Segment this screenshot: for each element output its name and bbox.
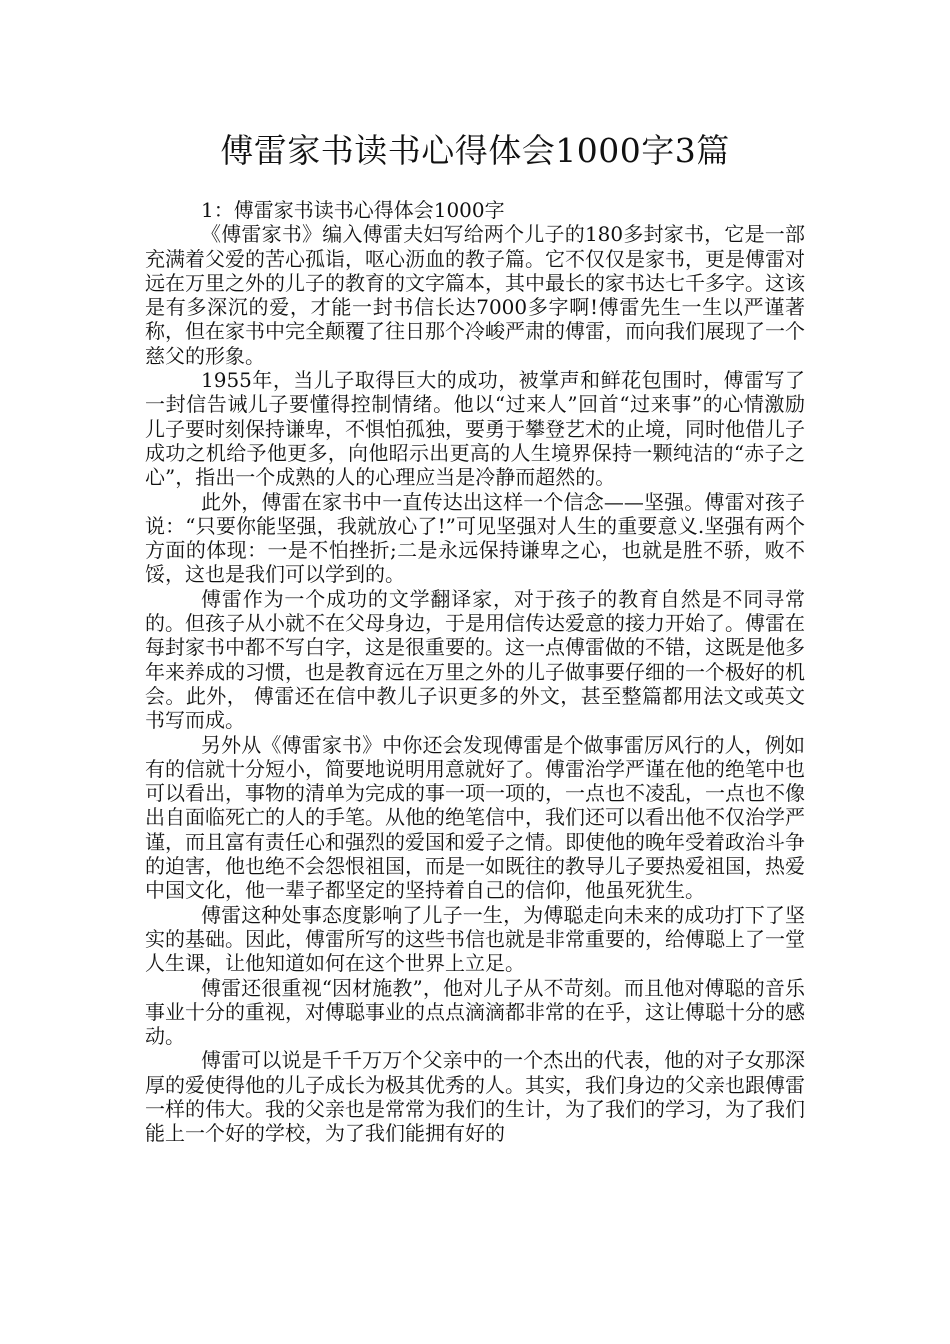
document-body [145,198,805,1146]
section-heading: 1：傅雷家书读书心得体会1000字 [201,198,505,222]
paragraph: 傅雷还很重视“因材施教”，他对儿子从不苛刻。而且他对傅聪的音乐事业十分的重视，对傅聪事业的点点滴滴都非常的在乎，这让傅聪十分的感动。 [145,975,805,1049]
paragraph: 1955年，当儿子取得巨大的成功，被掌声和鲜花包围时，傅雷写了一封信告诫儿子要懂得控制情绪。他以“过来人”回首“过来事”的心情激励儿子要时刻保持谦卑，不惧怕孤独，要勇于攀登艺术的止境，同时他借儿子成功之机给予他更多，向他昭示出更高的人生境界保持一颗纯洁的“赤子之心”，指出一个成熟的人的心理应当是冷静而超然的。 [145,368,805,490]
paragraph: 傅雷可以说是千千万万个父亲中的一个杰出的代表，他的对子女那深厚的爱使得他的儿子成长为极其优秀的人。其实，我们身边的父亲也跟傅雷一样的伟大。我的父亲也是常常为我们的生计，为了我们的学习，为了我们能上一个好的学校，为了我们能拥有好的 [145,1048,805,1146]
paragraph: 此外，傅雷在家书中一直传达出这样一个信念——坚强。傅雷对孩子说：“只要你能坚强，我就放心了!”可见坚强对人生的重要意义.坚强有两个方面的体现：一是不怕挫折;二是永远保持谦卑之心，也就是胜不骄，败不馁，这也是我们可以学到的。 [145,489,805,587]
paragraph: 《傅雷家书》编入傅雷夫妇写给两个儿子的180多封家书，它是一部充满着父爱的苦心孤诣，呕心沥血的教子篇。它不仅仅是家书，更是傅雷对远在万里之外的儿子的教育的文字篇本，其中最长的家书达七千多字。这该是有多深沉的爱，才能一封书信长达7000多字啊!傅雷先生一生以严谨著称，但在家书中完全颠覆了往日那个冷峻严肃的傅雷，而向我们展现了一个慈父的形象。 [145,222,805,368]
paragraph: 傅雷作为一个成功的文学翻译家，对于孩子的教育自然是不同寻常的。但孩子从小就不在父母身边，于是用信传达爱意的接力开始了。傅雷在每封家书中都不写白字，这是很重要的。这一点傅雷做的不错，这既是他多年来养成的习惯，也是教育远在万里之外的儿子做事要仔细的一个极好的机会。此外， 傅雷还在信中教儿子识更多的外文，甚至整篇都用法文或英文书写而成。 [145,586,805,733]
document-title: 傅雷家书读书心得体会1000字3篇 [220,131,730,170]
paragraph: 傅雷这种处事态度影响了儿子一生，为傅聪走向未来的成功打下了坚实的基础。因此，傅雷所写的这些书信也就是非常重要的，给傅聪上了一堂人生课，让他知道如何在这个世界上立足。 [145,902,805,976]
paragraph: 另外从《傅雷家书》中你还会发现傅雷是个做事雷厉风行的人，例如有的信就十分短小，简要地说明用意就好了。傅雷治学严谨在他的绝笔中也可以看出，事物的清单为完成的事一项一项的，一点也不凌乱，一点也不像出自面临死亡的人的手笔。从他的绝笔信中，我们还可以看出他不仅治学严谨，而且富有责任心和强烈的爱国和爱子之情。即使他的晚年受着政治斗争的迫害，他也绝不会怨恨祖国，而是一如既往的教导儿子要热爱祖国，热爱中国文化，他一辈子都坚定的坚持着自己的信仰，他虽死犹生。 [145,732,805,903]
